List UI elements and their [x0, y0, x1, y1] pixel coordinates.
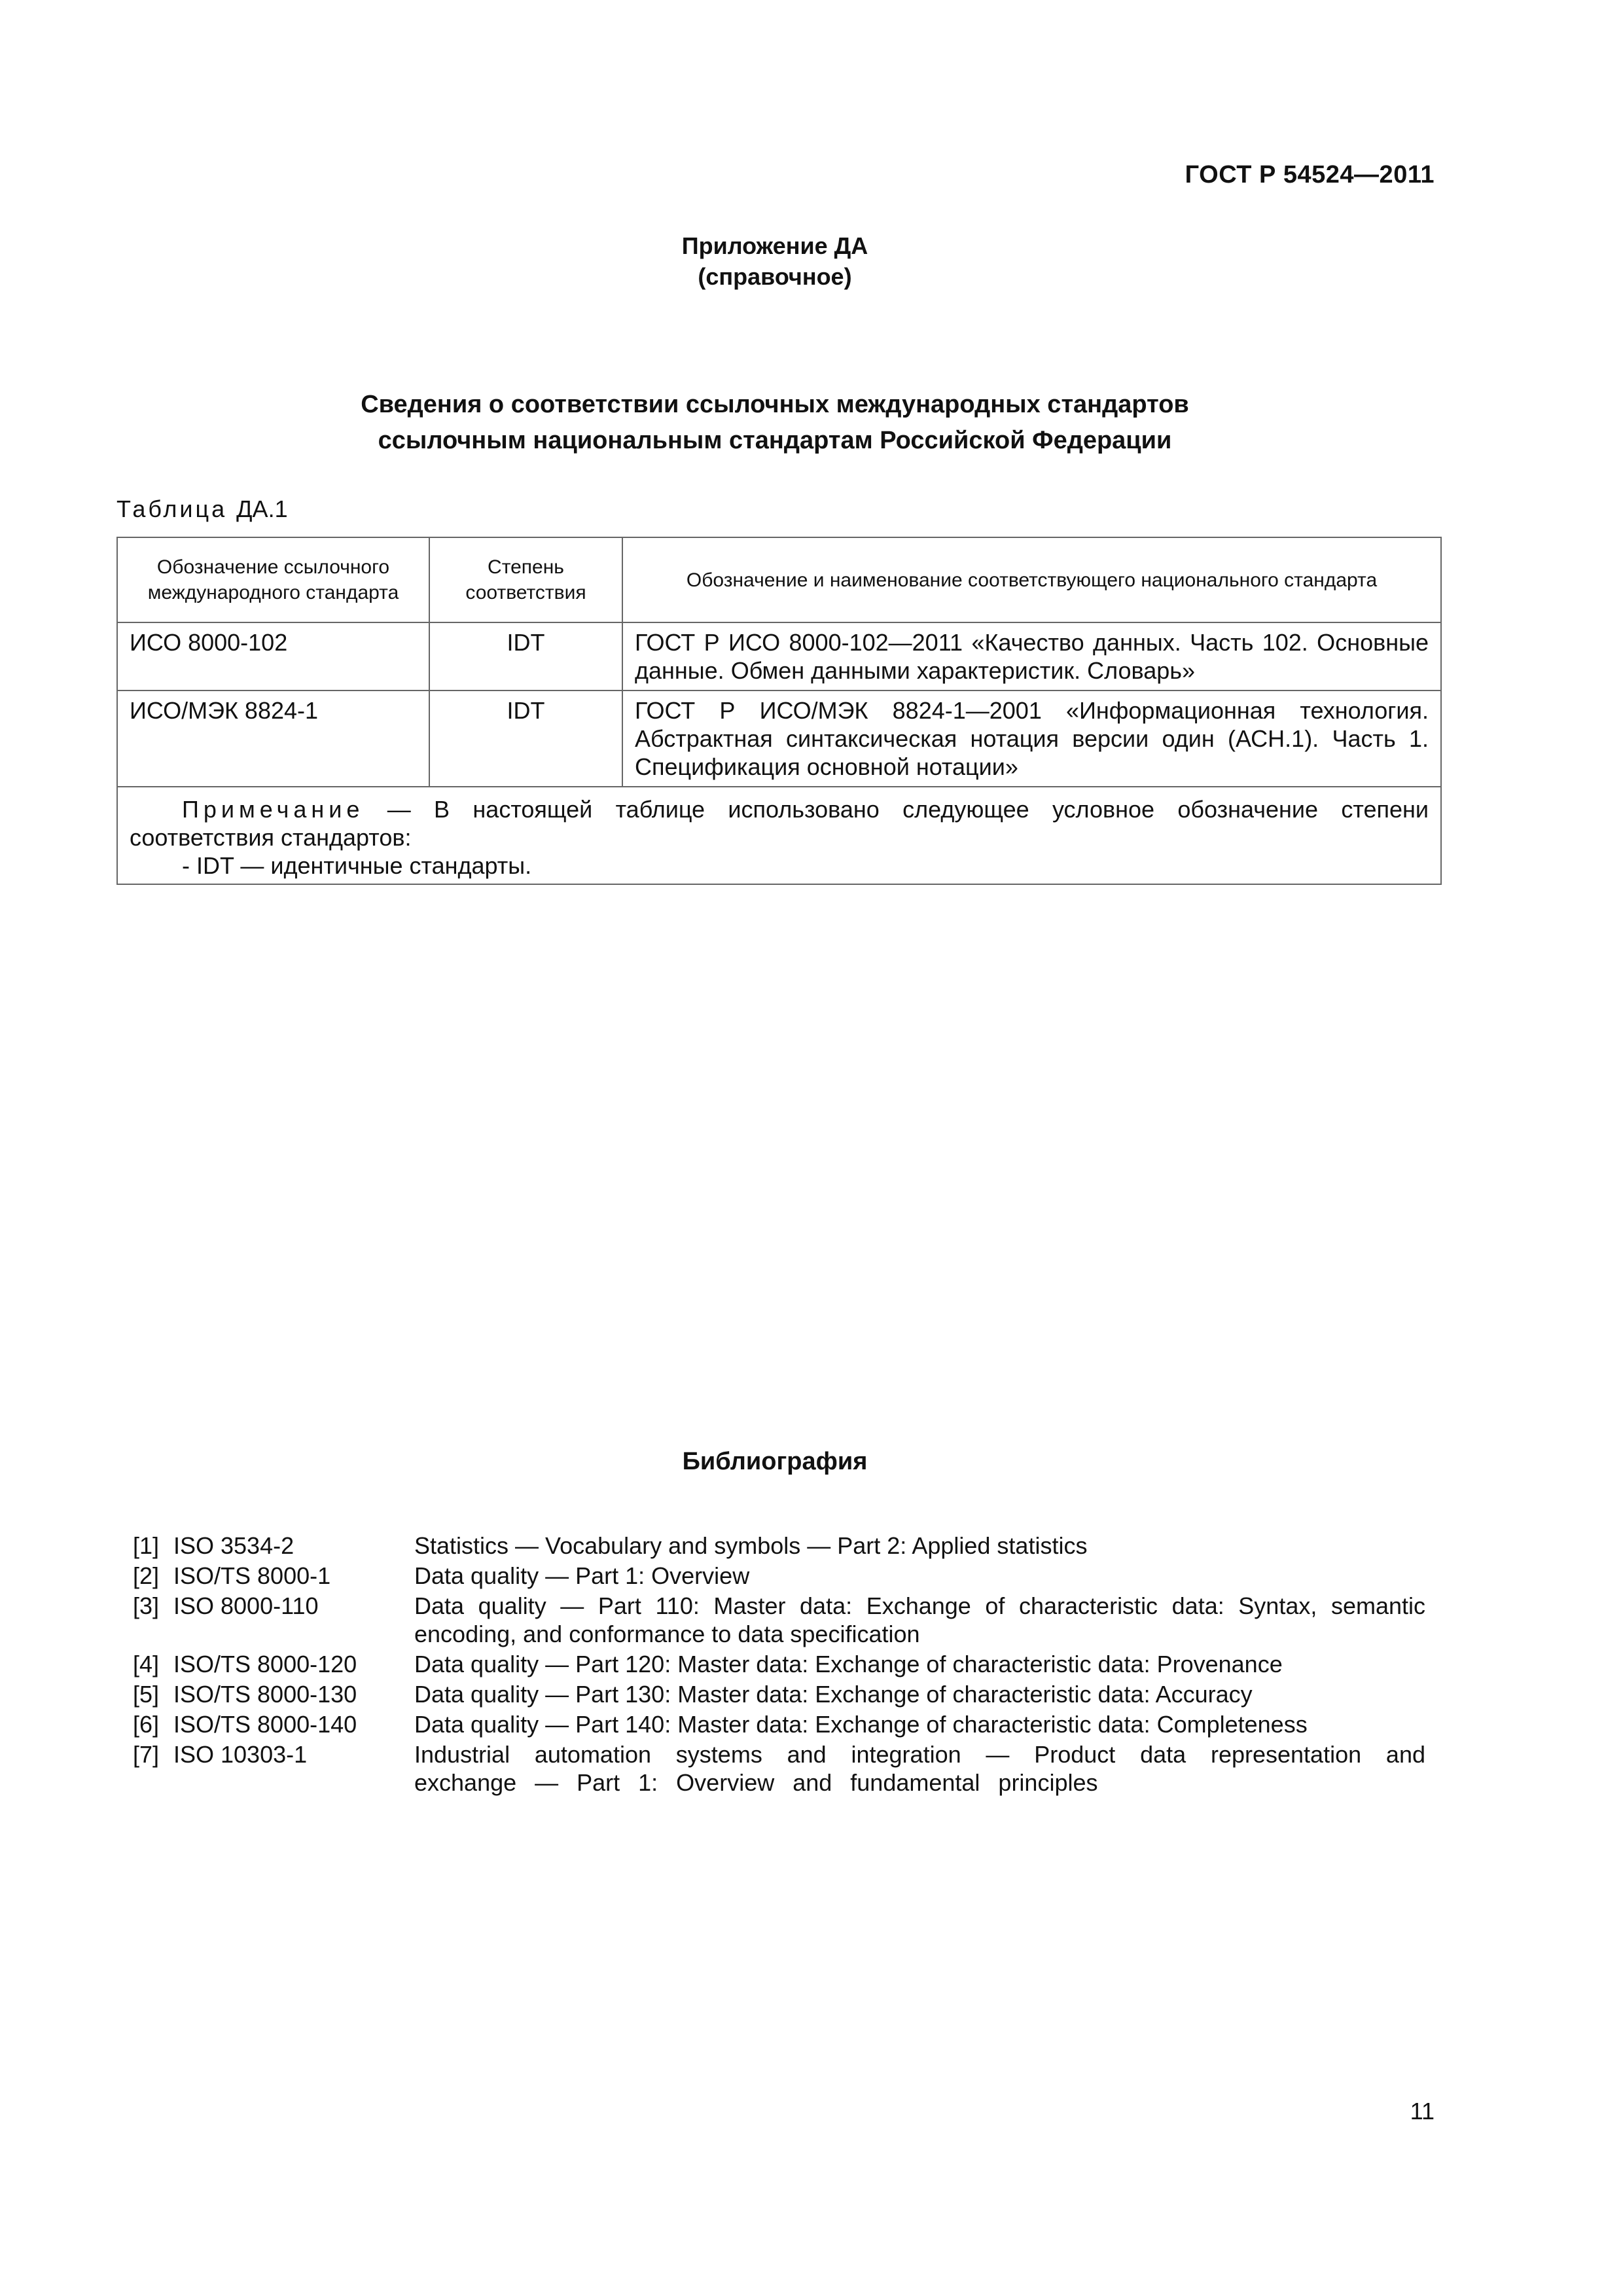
bibliography-item — [133, 1710, 1425, 1738]
bibliography-item-code: ISO/TS 8000-130 — [173, 1681, 357, 1708]
bibliography-item-number: [1] — [133, 1532, 160, 1559]
bibliography-item — [133, 1740, 1425, 1797]
bibliography-item-code: ISO 8000-110 — [173, 1592, 319, 1619]
cell-national-standard: ГОСТ Р ИСО 8000-102—2011 «Качество данных. Часть 102. Основные данные. Обмен данными характеристик. Словарь» — [622, 622, 1441, 691]
bibliography-item-code: ISO/TS 8000-140 — [173, 1711, 357, 1738]
note-item: - IDT — идентичные стандарты. — [182, 852, 532, 879]
table-row — [117, 691, 1441, 787]
bibliography-item — [133, 1592, 1425, 1648]
note-text: — В настоящей таблице использовано следующее условное обозначение степени соответствия стандартов: — [130, 796, 1429, 851]
bibliography-item-title: Statistics — Vocabulary and symbols — Part 2: Applied statistics — [414, 1532, 1088, 1559]
page-number: 11 — [1410, 2098, 1435, 2125]
header-international-standard: Обозначение ссылочного международного стандарта — [117, 537, 429, 622]
table-caption-number: ДА.1 — [236, 495, 288, 522]
table-row — [117, 622, 1441, 691]
annex-section-title — [0, 387, 1550, 459]
bibliography-item-title: Data quality — Part 130: Master data: Exchange of characteristic data: Accuracy — [414, 1681, 1253, 1708]
bibliography-item-title: Data quality — Part 120: Master data: Exchange of characteristic data: Provenance — [414, 1651, 1283, 1677]
table-caption — [116, 495, 288, 523]
annex-title: Приложение ДА — [681, 232, 868, 259]
bibliography-item — [133, 1532, 1425, 1560]
bibliography-item — [133, 1680, 1425, 1708]
table-note — [117, 787, 1441, 884]
bibliography-item-code: ISO 10303-1 — [173, 1741, 308, 1768]
bibliography-item-code: ISO/TS 8000-120 — [173, 1651, 357, 1677]
table-caption-word: Таблица — [116, 495, 228, 522]
annex-section-title-line-2: ссылочным национальным стандартам Российской Федерации — [378, 427, 1172, 454]
bibliography-title: Библиография — [682, 1448, 868, 1475]
bibliography-item-title: Data quality — Part 140: Master data: Exchange of characteristic data: Completeness — [414, 1711, 1308, 1738]
annex-heading — [0, 230, 1550, 292]
document-code: ГОСТ Р 54524—2011 — [1185, 161, 1435, 188]
bibliography-item-number: [3] — [133, 1592, 160, 1619]
annex-section-title-line-1: Сведения о соответствии ссылочных международных стандартов — [361, 391, 1189, 418]
bibliography-item-number: [4] — [133, 1651, 160, 1677]
bibliography-item-title: Industrial automation systems and integration — Product data representation and exchange — Part 1: Overview and fundamental principles — [414, 1741, 1425, 1796]
bibliography-item-title: Data quality — Part 1: Overview — [414, 1562, 750, 1589]
bibliography-item-number: [2] — [133, 1562, 160, 1589]
cell-international-standard: ИСО/МЭК 8824-1 — [117, 691, 429, 787]
note-label: Примечание — [182, 796, 365, 823]
cell-degree: IDT — [429, 622, 622, 691]
table-note-row — [117, 787, 1441, 884]
bibliography-item-number: [5] — [133, 1681, 160, 1708]
bibliography-item-code: ISO 3534-2 — [173, 1532, 294, 1559]
bibliography-list — [133, 1532, 1425, 1799]
cell-national-standard: ГОСТ Р ИСО/МЭК 8824-1—2001 «Информационная технология. Абстрактная синтаксическая нотация версии один (АСН.1). Часть 1. Спецификация основной нотации» — [622, 691, 1441, 787]
cell-international-standard: ИСО 8000-102 — [117, 622, 429, 691]
header-national-standard: Обозначение и наименование соответствующего национального стандарта — [622, 537, 1441, 622]
bibliography-item — [133, 1650, 1425, 1678]
bibliography-item-code: ISO/TS 8000-1 — [173, 1562, 331, 1589]
bibliography-item-number: [7] — [133, 1741, 160, 1768]
bibliography-item-number: [6] — [133, 1711, 160, 1738]
header-degree-of-correspondence: Степень соответствия — [429, 537, 622, 622]
cell-degree: IDT — [429, 691, 622, 787]
bibliography-item — [133, 1562, 1425, 1590]
annex-status: (справочное) — [698, 263, 852, 290]
bibliography-item-title: Data quality — Part 110: Master data: Exchange of characteristic data: Syntax, semantic encoding, and conformance to data specification — [414, 1592, 1425, 1647]
correspondence-table — [116, 537, 1442, 885]
table-header-row — [117, 537, 1441, 622]
